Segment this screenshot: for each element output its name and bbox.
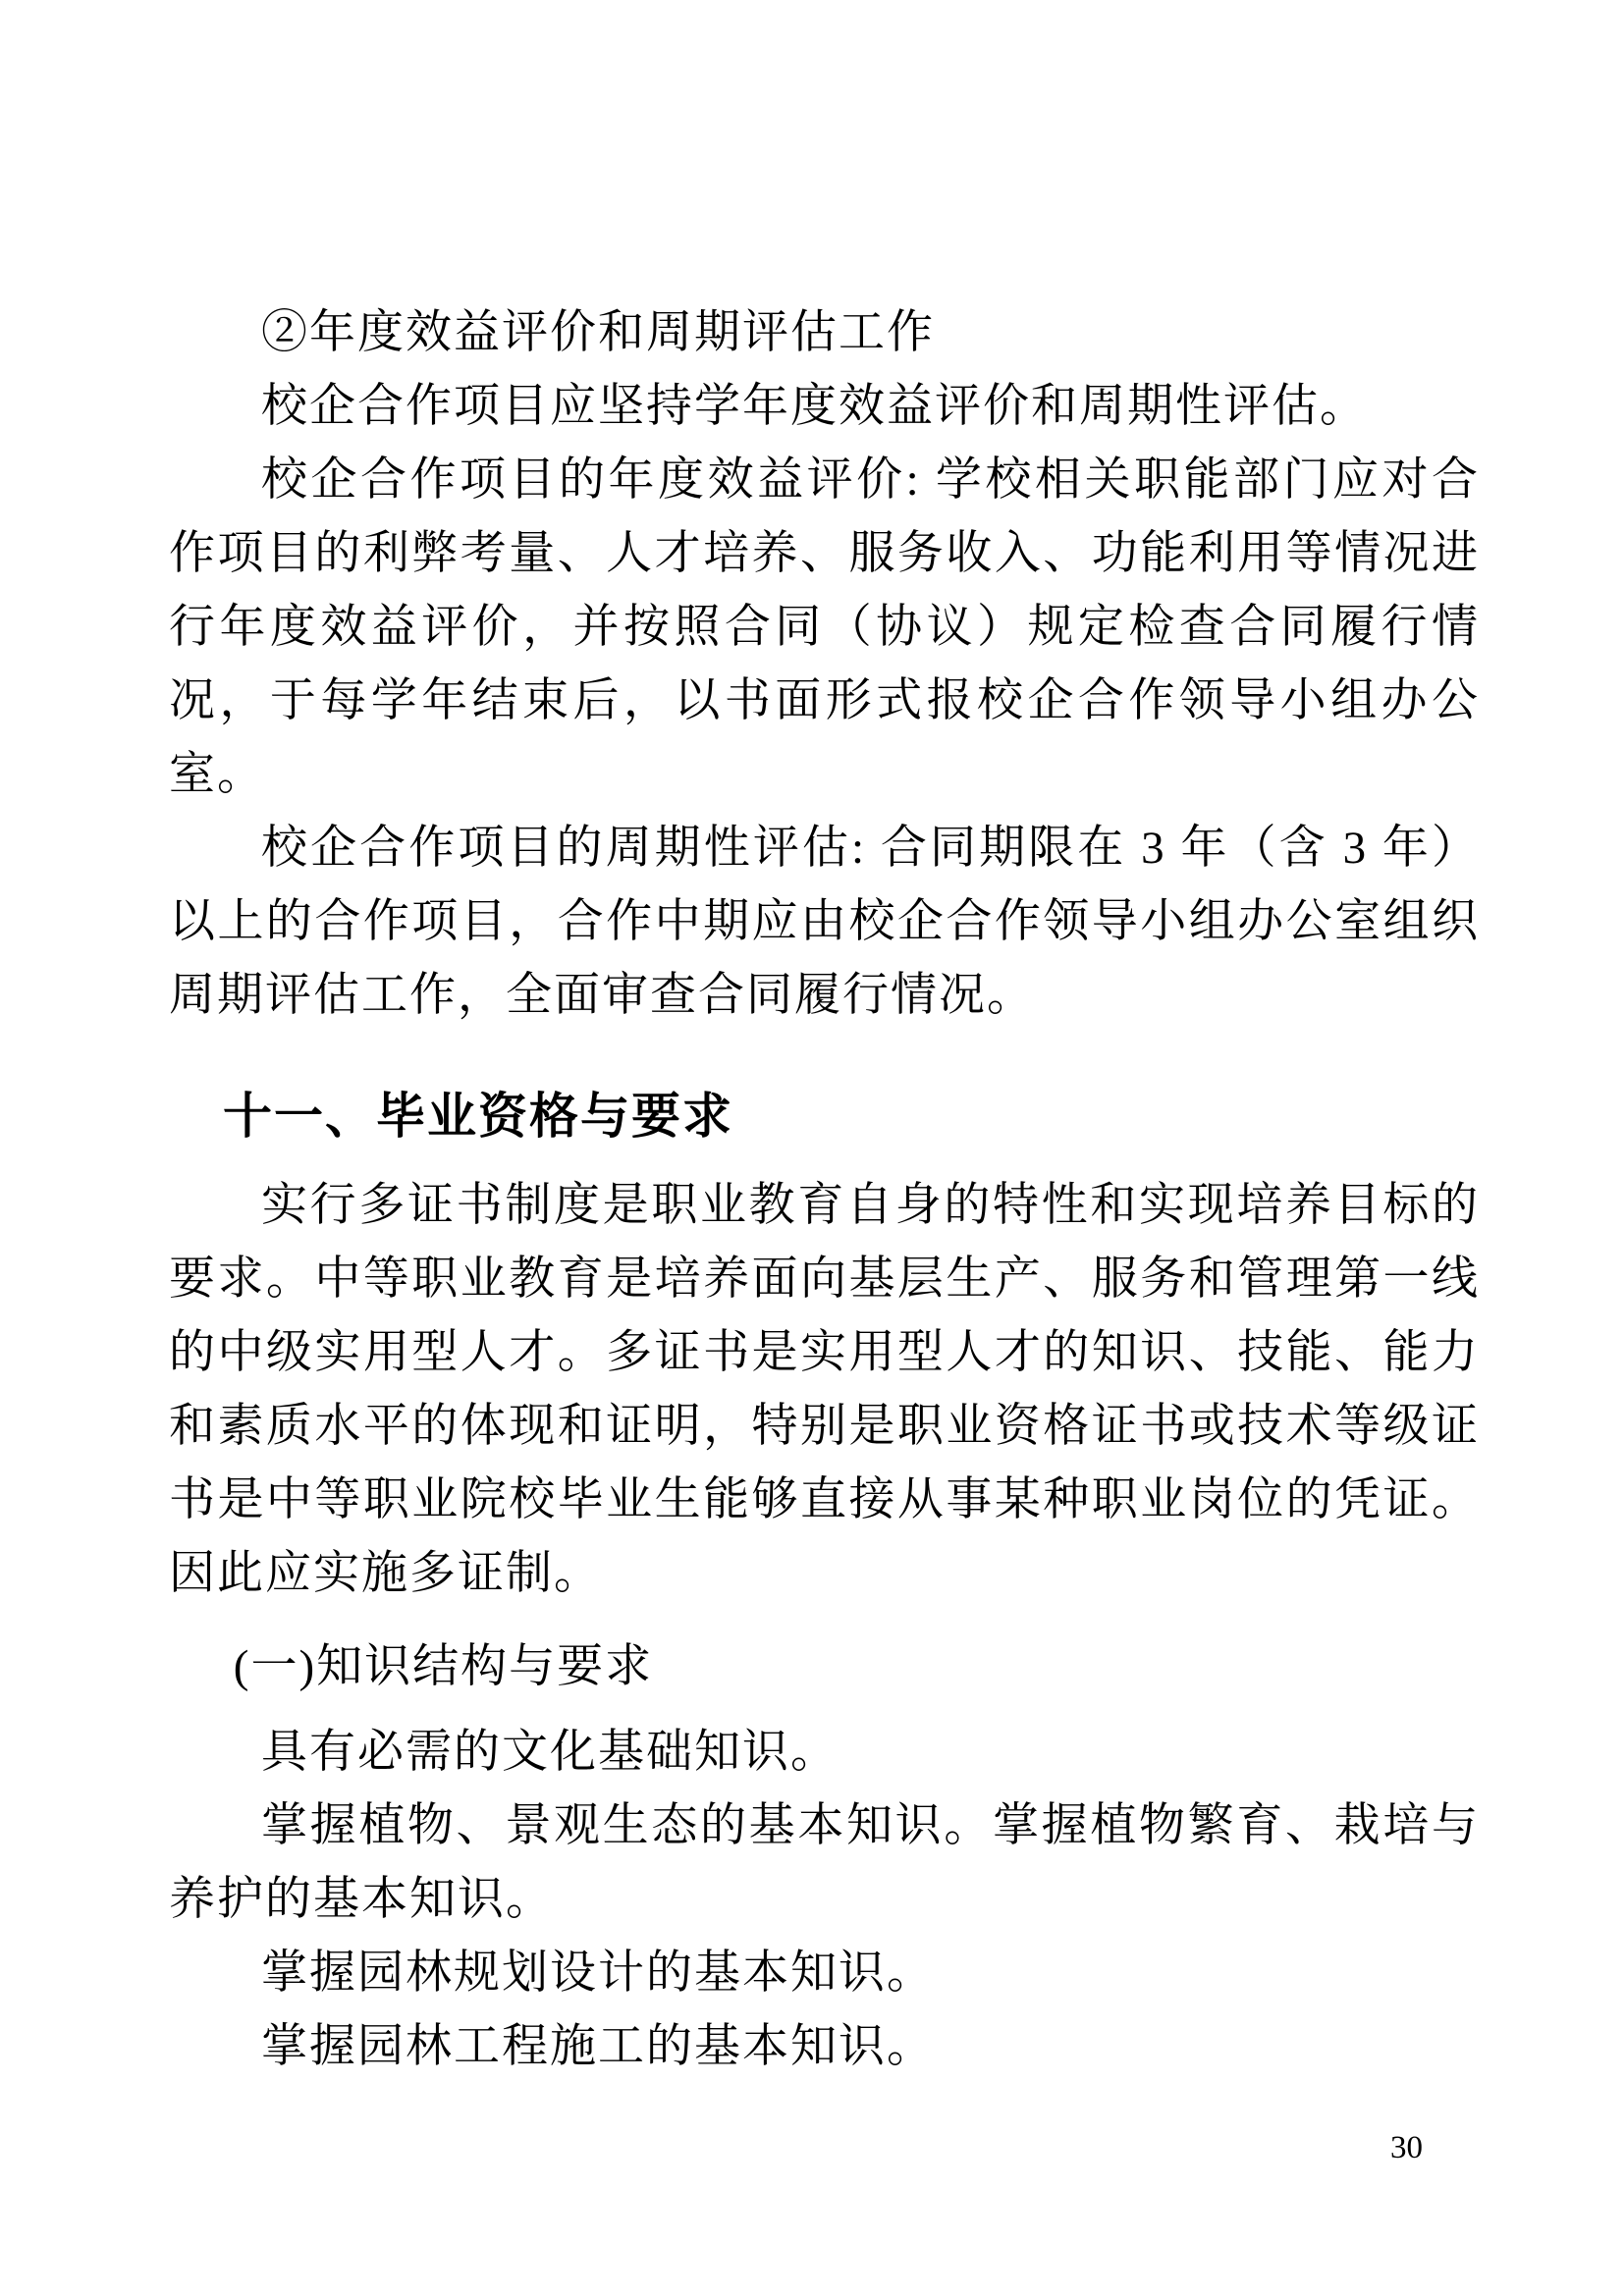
paragraph-plant-knowledge: 掌握植物、景观生态的基本知识。掌握植物繁育、栽培与养护的基本知识。 [169,1800,1480,1925]
paragraph-cultural-knowledge: 具有必需的文化基础知识。 [261,1727,839,1778]
paragraph-evaluation-principle: 校企合作项目应坚持学年度效益评价和周期性评估。 [261,381,1368,432]
page-number: 30 [1390,2130,1423,2165]
section-heading-graduation-requirements: 十一、毕业资格与要求 [223,1089,733,1144]
paragraph-annual-benefit-evaluation: 校企合作项目的年度效益评价: 学校相关职能部门应对合作项目的利弊考量、人才培养、服务收入、功能利用等情况进行年度效益评价，并按照合同（协议）规定检查合同履行情况，于每学年结束后，以书面形式报校企合作领导小组办公室。 [169,454,1480,800]
paragraph-periodic-evaluation: 校企合作项目的周期性评估: 合同期限在 3 年（含 3 年）以上的合作项目，合作中期应由校企合作领导小组办公室组织周期评估工作，全面审查合同履行情况。 [169,823,1480,1021]
paragraph-multi-certificate-system: 实行多证书制度是职业教育自身的特性和实现培养目标的要求。中等职业教育是培养面向基层生产、服务和管理第一线的中级实用型人才。多证书是实用型人才的知识、技能、能力和素质水平的体现和证明，特别是职业资格证书或技术等级证书是中等职业院校毕业生能够直接从事某种职业岗位的凭证。因此应实施多证制。 [169,1180,1480,1599]
subsection-heading-knowledge-structure: (一)知识结构与要求 [233,1641,654,1692]
document-content [169,296,1480,2084]
paragraph-annual-evaluation-title: ②年度效益评价和周期评估工作 [261,307,935,358]
paragraph-landscape-construction-knowledge: 掌握园林工程施工的基本知识。 [261,2021,935,2072]
paragraph-landscape-planning-knowledge: 掌握园林规划设计的基本知识。 [261,1948,935,1999]
